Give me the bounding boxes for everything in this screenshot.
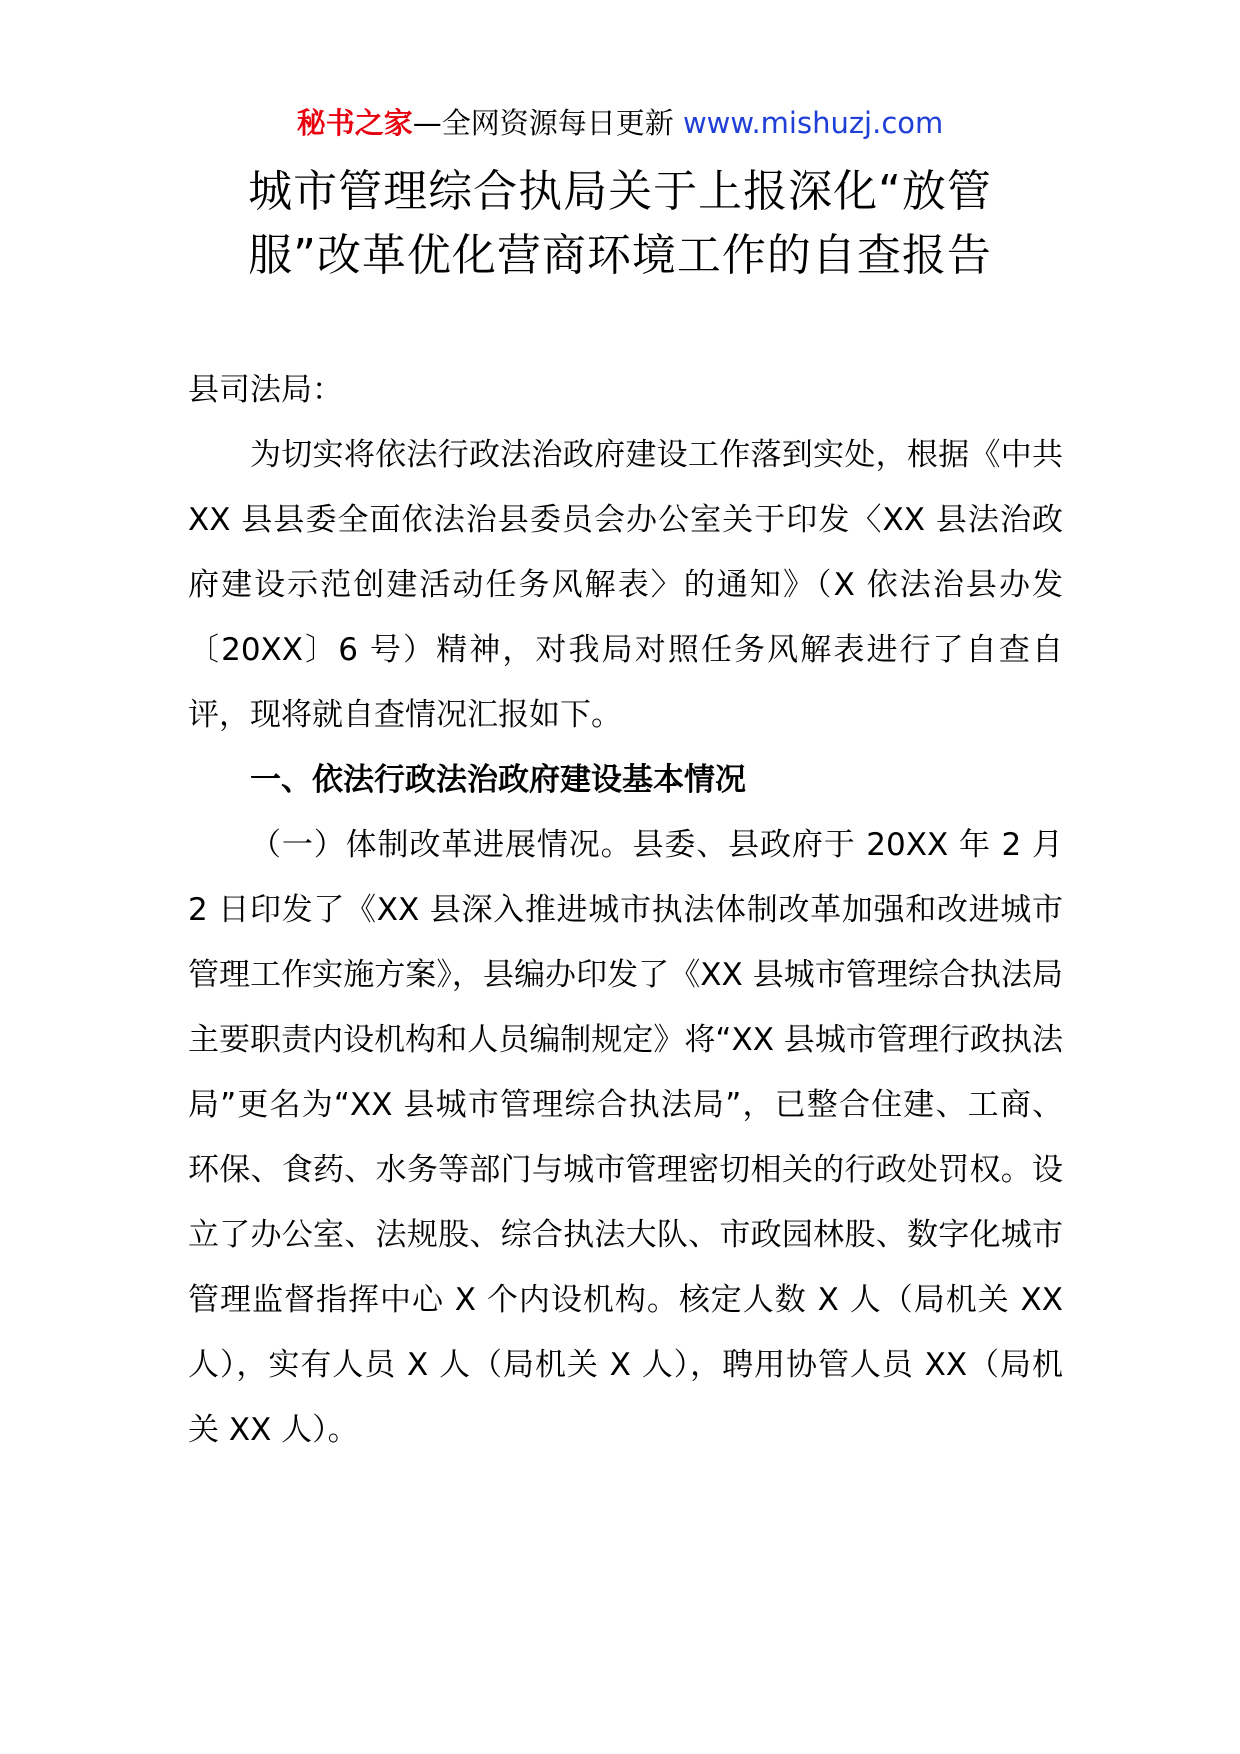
- site-url-link[interactable]: www.mishuzj.com: [682, 106, 944, 140]
- title-line-2: 服”改革优化营商环境工作的自查报告: [248, 230, 992, 281]
- title-line-1: 城市管理综合执局关于上报深化“放管: [248, 166, 992, 217]
- document-title: [180, 160, 1060, 288]
- intro-paragraph: 为切实将依法行政法治政府建设工作落到实处，根据《中共 XX 县县委全面依法治县委员会办公室关于印发〈XX 县法治政府建设示范创建活动任务风解表〉的通知》（X 依法治县办发〔20XX〕6 号）精神，对我局对照任务风解表进行了自查自评，现将就自查情况汇报如下。: [188, 437, 1063, 733]
- section-heading: 一、依法行政法治政府建设基本情况: [250, 762, 746, 798]
- brand-name: 秘书之家: [296, 106, 413, 140]
- section-paragraph: （一）体制改革进展情况。县委、县政府于 20XX 年 2 月 2 日印发了《XX 县深入推进城市执法体制改革加强和改进城市管理工作实施方案》，县编办印发了《XX 县城市管理综合执法局主要职责内设机构和人员编制规定》将“XX 县城市管理行政执法局”更名为“XX 县城市管理综合执法局”，已整合住建、工商、环保、食药、水务等部门与城市管理密切相关的行政处罚权。设立了办公室、法规股、综合执法大队、市政园林股、数字化城市管理监督指挥中心 X 个内设机构。核定人数 X 人（局机关 XX 人），实有人员 X 人（局机关 X 人），聘用协管人员 XX（局机关 XX 人）。: [188, 827, 1063, 1448]
- document-body: [188, 358, 1063, 1463]
- site-header: [0, 103, 1240, 143]
- header-slogan: —全网资源每日更新: [412, 106, 683, 140]
- salutation: 县司法局：: [188, 372, 343, 408]
